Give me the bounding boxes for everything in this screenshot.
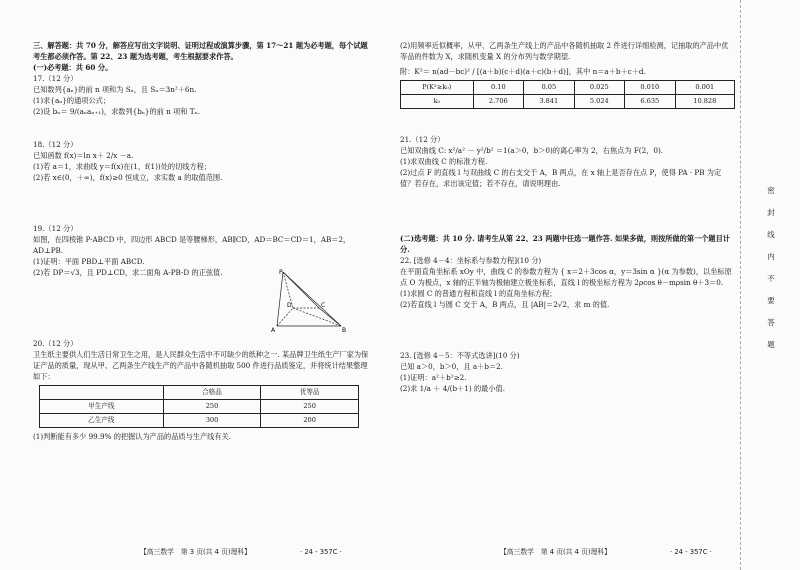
table-cell: 200	[261, 414, 359, 428]
required-title: (一)必考题：共 60 分。	[33, 63, 113, 72]
q22-number: 22. [选修 4－4：坐标系与参数方程](10 分)	[400, 256, 542, 265]
q20-part1: (1)判断能有多少 99.9% 的把握认为产品的品质与生产线有关.	[33, 432, 231, 441]
q21-number: 21.（12 分）	[400, 135, 445, 144]
q17-number: 17.（12 分）	[33, 74, 78, 83]
table-cell: 0.05	[524, 81, 575, 95]
q23-stem: 已知 a＞0，b＞0，且 a＋b＝2.	[400, 362, 504, 371]
label-a: A	[271, 327, 276, 334]
table-row	[401, 95, 735, 109]
q22-part2: (2)若直线 l 与圆 C 交于 A，B 两点，且 |AB|＝2√2，求 m 的值.	[400, 300, 610, 309]
q18-stem: 已知函数 f(x)＝ln x＋ 2/x －a.	[33, 151, 134, 160]
label-p: P	[279, 269, 283, 276]
q23-part2: (2)求 1/a ＋ 4/(b＋1) 的最小值.	[400, 384, 505, 393]
table-row	[40, 400, 359, 414]
q19-part2: (2)若 DP＝√3，且 PD⊥CD，求二面角 A-PB-D 的正弦值.	[33, 268, 223, 277]
table-cell: 3.841	[524, 95, 575, 109]
optional-title: (二)选考题：共 10 分. 请考生从第 22、23 两题中任选一题作答. 如果多做，则按所做的第一个题目计分.	[400, 234, 730, 254]
table-header	[40, 386, 164, 400]
q19-number: 19.（12 分）	[33, 224, 78, 233]
page-3	[0, 0, 380, 570]
table-header: 合格品	[163, 386, 261, 400]
q21-part1: (1)求双曲线 C 的标准方程.	[400, 157, 488, 166]
q23-number: 23. [选修 4－5：不等式选讲](10 分)	[400, 351, 520, 360]
q18-part1: (1)若 a＝1，求曲线 y＝f(x)在(1，f(1))处的切线方程；	[33, 162, 212, 171]
table-cell: 2.706	[473, 95, 524, 109]
table-row	[40, 414, 359, 428]
q23-part1: (1)证明：a²＋b²≥2.	[400, 373, 467, 382]
q20-part2: (2)用频率近似概率，从甲、乙两条生产线上的产品中各随机抽取 2 件进行详细检测，记抽取的产品中优等品的件数为 X，求随机变量 X 的分布列与数学期望.	[400, 41, 729, 61]
q20-table	[39, 385, 359, 428]
table-header: 优等品	[261, 386, 359, 400]
table-cell: 6.635	[625, 95, 676, 109]
q20-number: 20.（12 分）	[33, 339, 78, 348]
label-d: D	[287, 302, 292, 309]
table-header-row	[40, 386, 359, 400]
table-cell: 0.010	[625, 81, 676, 95]
q17-stem: 已知数列{aₙ}的前 n 项和为 Sₙ，且 Sₙ＝3n²＋6n.	[33, 85, 197, 94]
page-4-footer: 【高三数学 第 4 页(共 4 页)理科】	[500, 548, 611, 556]
critical-value-table	[400, 80, 735, 109]
section-title: 三、解答题：共 70 分，解答应写出文字说明、证明过程或演算步骤，第 17～21 题为必考题，每个试题考生都必须作答。第 22、23 题为选考题，考生根据要求作答。	[33, 41, 368, 61]
seal-line-notice: 密 封 线 内 不 要 答 题	[767, 186, 783, 349]
q19-part1: (1)证明：平面 PBD⊥平面 ABCD.	[33, 257, 145, 266]
q18-part2: (2)若 x∈(0，＋∞)，f(x)≥0 恒成立，求实数 a 的取值范围.	[33, 173, 223, 182]
page-3-footer: 【高三数学 第 3 页(共 4 页)理科】	[140, 548, 251, 556]
table-cell: 10.828	[675, 95, 734, 109]
q21-stem: 已知双曲线 C: x²/a² － y²/b² ＝1(a＞0，b＞0)的离心率为 2，右焦点为 F(2，0).	[400, 146, 664, 155]
label-b: B	[342, 327, 347, 334]
q19-stem: 如图，在四棱锥 P-ABCD 中，四边形 ABCD 是等腰梯形，AB∥CD，AD＝BC＝CD＝1，AB＝2，AD⊥PB.	[33, 235, 351, 255]
table-cell: 300	[163, 414, 261, 428]
table-cell: 5.024	[574, 95, 625, 109]
q21-part2: (2)过点 F 的直线 l 与双曲线 C 的右支交于 A，B 两点，在 x 轴上是否存在点 P，使得 PA · PB 为定值？若存在，求出该定值；若不存在，请说明理由.	[400, 168, 722, 188]
chi-square-formula: 附：K²＝ n(ad－bc)² / [(a＋b)(c＋d)(a＋c)(b＋d)]，其中 n＝a＋b＋c＋d.	[400, 67, 646, 76]
table-cell: 250	[163, 400, 261, 414]
table-cell: 250	[261, 400, 359, 414]
page-3-content	[33, 40, 371, 442]
seal-line-margin	[740, 0, 800, 570]
page-4-content	[400, 40, 735, 394]
page-4	[380, 0, 740, 570]
table-cell: P(K²≥k₀)	[401, 81, 474, 95]
q22-stem: 在平面直角坐标系 xOy 中，曲线 C 的参数方程为 { x＝2＋3cos α，y＝3sin α }(α 为参数)，以坐标原点 O 为极点，x 轴的正半轴为极轴建立极坐标系，直线 l 的极坐标方程为 2ρcos θ－mρsin θ＋3＝0.	[400, 267, 732, 287]
label-c: C	[321, 302, 326, 309]
table-cell: 0.10	[473, 81, 524, 95]
q18-number: 18.（12 分）	[33, 140, 78, 149]
page-4-code: · 24 - 357C ·	[670, 548, 712, 556]
pyramid-figure	[271, 268, 351, 334]
table-cell: 乙生产线	[40, 414, 164, 428]
table-cell: 0.001	[675, 81, 734, 95]
q17-part2: (2)设 bₙ＝ 9/(aₙaₙ₊₁)，求数列{bₙ}的前 n 项和 Tₙ.	[33, 107, 200, 116]
page-3-code: · 24 - 357C ·	[300, 548, 342, 556]
table-row	[401, 81, 735, 95]
q20-stem: 卫生纸主要供人们生活日常卫生之用，是人民群众生活中不可缺少的纸种之一. 某品牌卫生纸生产厂家为保证产品的质量，现从甲、乙两条生产线生产的产品中各随机抽取 500 件进行品质鉴定，并将统计结果整理如下：	[33, 350, 369, 381]
table-cell: 0.025	[574, 81, 625, 95]
table-cell: 甲生产线	[40, 400, 164, 414]
table-cell: k₀	[401, 95, 474, 109]
q22-part1: (1)求圆 C 的普通方程和直线 l 的直角坐标方程；	[400, 289, 557, 298]
q17-part1: (1)求{aₙ}的通项公式；	[33, 96, 111, 105]
